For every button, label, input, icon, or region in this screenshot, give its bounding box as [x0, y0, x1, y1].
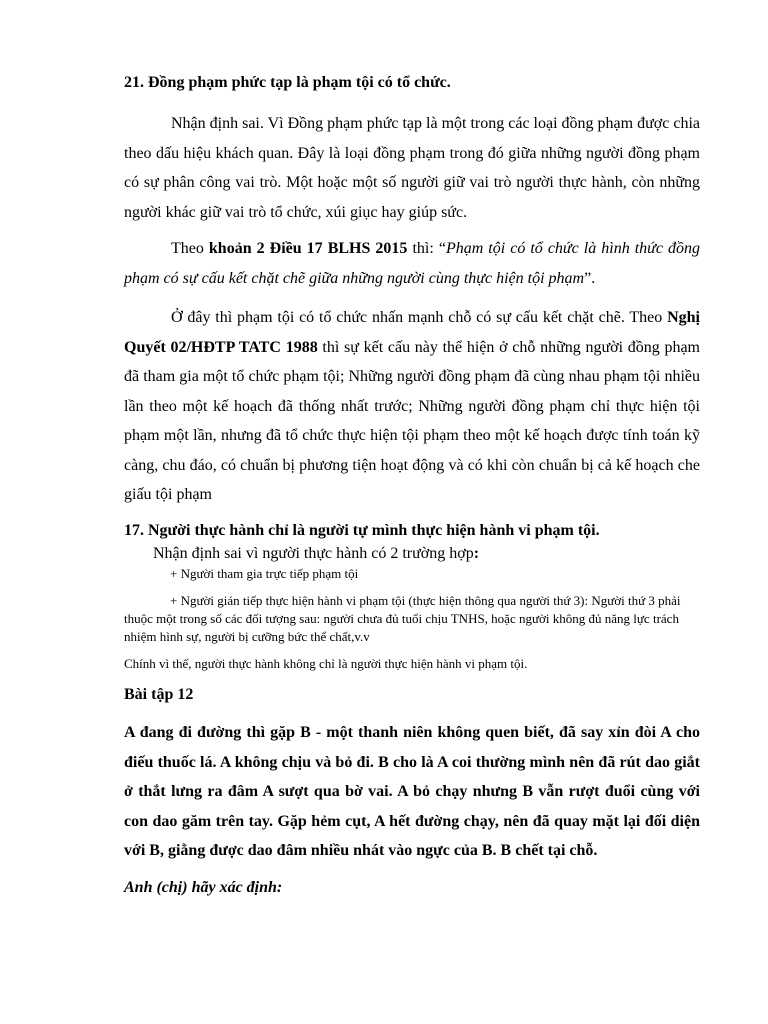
para2-prefix: Theo — [171, 240, 209, 257]
section-21-paragraph-3 — [124, 303, 700, 510]
para2-middle: thì: “ — [407, 240, 446, 257]
section-21-paragraph-2 — [124, 234, 700, 293]
para2-suffix: ”. — [584, 269, 596, 287]
section-17-bullet-2: + Người gián tiếp thực hiện hành vi phạm tội (thực hiện thông qua người thứ 3): Người thứ 3 phải thuộc một trong số các đối tượng sau: người chưa đủ tuổi chịu TNHS, hoặc người không đủ năng lực trách nhiệm hình sự, người bị cưỡng bức thể chất,v.v — [124, 593, 681, 644]
section-21-paragraph-1: Nhận định sai. Vì Đồng phạm phức tạp là một trong các loại đồng phạm được chia theo dấu hiệu khách quan. Đây là loại đồng phạm trong đó giữa những người đồng phạm có sự phân công vai trò. Một hoặc một số người giữ vai trò người thực hành, còn những người khác giữ vai trò tổ chức, xúi giục hay giúp sức. — [124, 115, 700, 221]
exercise-12-question: Anh (chị) hãy xác định: — [124, 879, 283, 896]
exercise-12-title: Bài tập 12 — [124, 686, 194, 703]
para3-suffix: thì sự kết cấu này thể hiện ở chỗ những người đồng phạm đã tham gia một tổ chức phạm tội; Những người đồng phạm đã cùng nhau phạm tội nhiều lần theo một kế hoạch đã thống nhất trước; Những người đồng phạm chỉ thực hiện tội phạm một lần, nhưng đã tổ chức thực hiện tội phạm theo một kế hoạch được tính toán kỹ càng, chu đáo, có chuẩn bị phương tiện hoạt động và có khi còn chuẩn bị cả kế hoạch che giấu tội phạm — [124, 338, 701, 503]
section-17-heading: 17. Người thực hành chỉ là người tự mình thực hiện hành vi phạm tội. — [124, 522, 600, 539]
section-17-intro — [153, 543, 693, 565]
section-21-heading: 21. Đồng phạm phức tạp là phạm tội có tổ chức. — [124, 74, 451, 91]
section-17-conclusion: Chính vì thế, người thực hành không chỉ là người thực hiện hành vi phạm tội. — [124, 656, 528, 671]
exercise-12-body: A đang đi đường thì gặp B - một thanh niên không quen biết, đã say xỉn đòi A cho điếu thuốc lá. A không chịu và bỏ đi. B cho là A coi thường mình nên đã rút dao giắt ở thắt lưng ra đâm A sượt qua bờ vai. A bỏ chạy nhưng B vẫn rượt đuổi cùng với con dao găm trên tay. Gặp hẻm cụt, A hết đường chạy, nên đã quay mặt lại đối diện với B, giằng được dao đâm nhiều nhát vào ngực của B. B chết tại chỗ. — [124, 724, 700, 859]
law-reference-blhs: khoản 2 Điều 17 BLHS 2015 — [208, 240, 408, 257]
resolution-reference: Nghị Quyết 02/HĐTP TATC 1988 — [124, 309, 700, 356]
section-17-intro-colon: : — [473, 545, 480, 562]
law-quote: Phạm tội có tổ chức là hình thức đồng phạm có sự cấu kết chặt chẽ giữa những người cùng thực hiện tội phạm — [124, 240, 701, 287]
section-17-bullet-1: + Người tham gia trực tiếp phạm tội — [170, 566, 359, 581]
para3-prefix: Ở đây thì phạm tội có tổ chức nhấn mạnh chỗ có sự cấu kết chặt chẽ. Theo — [171, 309, 668, 326]
section-17-intro-text: Nhận định sai vì người thực hành có 2 trường hợp — [153, 545, 474, 562]
